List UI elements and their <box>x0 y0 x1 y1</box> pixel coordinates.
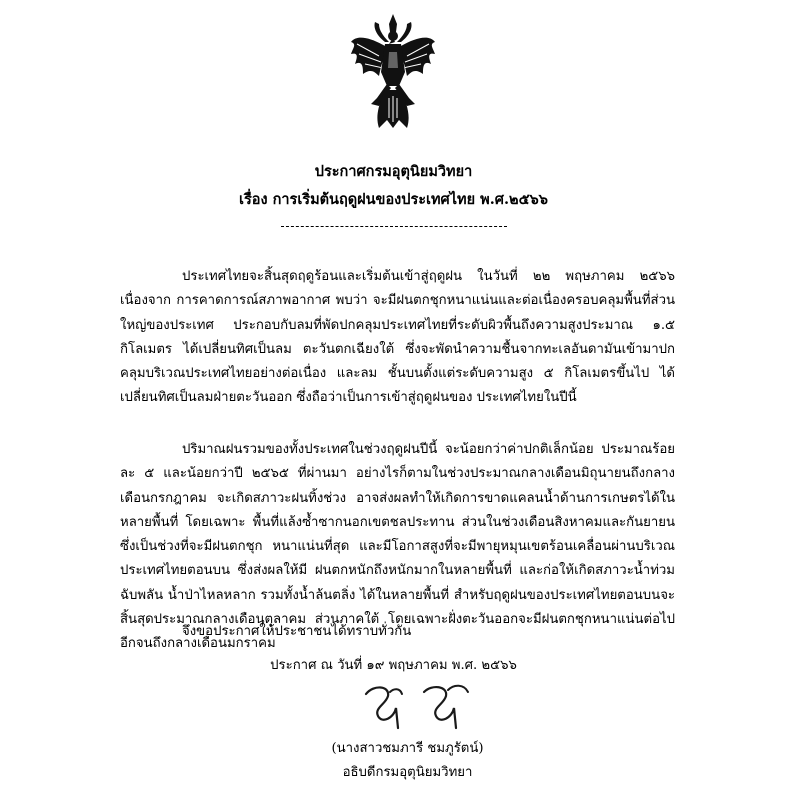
divider <box>281 226 507 227</box>
garuda-emblem-icon <box>349 12 437 130</box>
announcement-date: ประกาศ ณ วันที่ ๑๙ พฤษภาคม พ.ศ. ๒๕๖๖ <box>270 658 517 673</box>
body-paragraph-1 <box>120 265 675 411</box>
announcement-title: ประกาศกรมอุตุนิยมวิทยา <box>314 163 473 180</box>
body-paragraph-3 <box>120 620 675 644</box>
signer-position: อธิบดีกรมอุตุนิยมวิทยา <box>342 765 473 780</box>
signer-name: (นางสาวชมภารี ชมภูรัตน์) <box>331 741 484 756</box>
signature-icon <box>360 678 476 734</box>
paragraph-1-text: ประเทศไทยจะสิ้นสุดฤดูร้อนและเริ่มต้นเข้าสู่ฤดูฝน ในวันที่ ๒๒ พฤษภาคม ๒๕๖๖ เนื่องจาก การคาดการณ์สภาพอากาศ พบว่า จะมีฝนตกชุกหนาแน่นและต่อเนื่องครอบคลุมพื้นที่ส่วนใหญ่ของประเทศ ประกอบกับลมที่พัดปกคลุมประเทศไทยที่ระดับผิวพื้นถึงความสูงประมาณ ๑.๕ กิโลเมตร ได้เปลี่ยนทิศเป็นลม ตะวันตกเฉียงใต้ ซึ่งจะพัดนำความชื้นจากทะเลอันดามันเข้ามาปกคลุมบริเวณประเทศไทยอย่างต่อเนื่อง และลม ชั้นบนตั้งแต่ระดับความสูง ๕ กิโลเมตรขึ้นไป ได้เปลี่ยนทิศเป็นลมฝ่ายตะวันออก ซึ่งถือว่าเป็นการเข้าสู่ฤดูฝนของ ประเทศไทยในปีนี้ <box>120 269 675 406</box>
paragraph-2-text: ปริมาณฝนรวมของทั้งประเทศในช่วงฤดูฝนปีนี้ จะน้อยกว่าค่าปกติเล็กน้อย ประมาณร้อยละ ๕ และน้อยกว่าปี ๒๕๖๕ ที่ผ่านมา อย่างไรก็ตามในช่วงประมาณกลางเดือนมิถุนายนถึงกลางเดือนกรกฎาคม จะเกิดสภาวะฝนทิ้งช่วง อาจส่งผลทำให้เกิดการขาดแคลนน้ำด้านการเกษตรได้ในหลายพื้นที่ โดยเฉพาะ พื้นที่แล้งซ้ำซากนอกเขตชลประทาน ส่วนในช่วงเดือนสิงหาคมและกันยายน ซึ่งเป็นช่วงที่จะมีฝนตกชุก หนาแน่นที่สุด และมีโอกาสสูงที่จะมีพายุหมุนเขตร้อนเคลื่อนผ่านบริเวณประเทศไทยตอนบน ซึ่งส่งผลให้มี ฝนตกหนักถึงหนักมากในหลายพื้นที่ และก่อให้เกิดสภาวะน้ำท่วมฉับพลัน น้ำป่าไหลหลาก รวมทั้งน้ำล้นตลิ่ง ได้ในหลายพื้นที่ สำหรับฤดูฝนของประเทศไทยตอนบนจะสิ้นสุดประมาณกลางเดือนตุลาคม ส่วนภาคใต้ โดยเฉพาะฝั่งตะวันออกจะมีฝนตกชุกหนาแน่นต่อไปอีกจนถึงกลางเดือนมกราคม <box>120 442 675 652</box>
announcement-subject: เรื่อง การเริ่มต้นฤดูฝนของประเทศไทย พ.ศ.๒๕๖๖ <box>239 191 548 208</box>
paragraph-3-text: จึงขอประกาศให้ประชาชนได้ทราบทั่วกัน <box>182 624 412 639</box>
